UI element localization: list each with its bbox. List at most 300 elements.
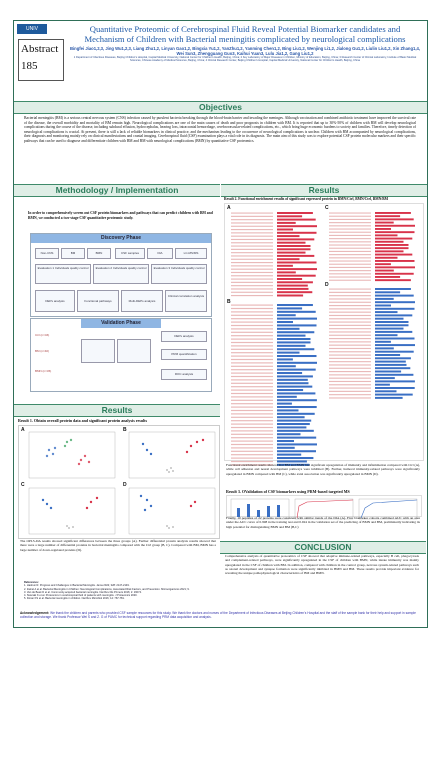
- enrichment-bar: [277, 409, 299, 411]
- enrichment-bar: [277, 440, 294, 442]
- enrichment-bar: [277, 352, 300, 354]
- enrichment-bar: [277, 372, 302, 374]
- term-label-placeholder: [231, 262, 273, 263]
- term-label-placeholder: [329, 254, 371, 255]
- enrichment-bar: [375, 263, 391, 265]
- poster-header: [14, 21, 427, 101]
- enrichment-bar: [375, 374, 413, 376]
- term-label-placeholder: [231, 400, 273, 401]
- term-label-placeholder: [231, 458, 273, 459]
- enrichment-bar: [277, 348, 314, 350]
- enrichment-bar: [375, 301, 415, 303]
- term-label-placeholder: [231, 222, 273, 223]
- enrichment-bar: [277, 413, 315, 415]
- term-label-placeholder: [231, 285, 273, 286]
- term-label-placeholder: [231, 325, 273, 326]
- enrichment-bar: [375, 361, 406, 363]
- university-logo: UNIV: [17, 24, 47, 34]
- term-label-placeholder: [231, 447, 273, 448]
- enrichment-bar: [277, 406, 317, 408]
- abstract-box: [18, 39, 64, 81]
- term-label-placeholder: [231, 242, 273, 243]
- term-label-placeholder: [329, 305, 371, 306]
- panel-letter: A: [21, 427, 25, 433]
- term-label-placeholder: [231, 322, 273, 323]
- group-box: BM: [61, 248, 85, 259]
- enrichment-bar: [375, 247, 409, 249]
- term-label-placeholder: [231, 410, 273, 411]
- enrichment-bar: [375, 308, 415, 310]
- term-label-placeholder: [329, 280, 371, 281]
- enrichment-bar: [277, 403, 292, 405]
- group-box: Non-CNS: [35, 248, 59, 259]
- term-label-placeholder: [329, 264, 371, 265]
- methodology-banner: Methodology / Implementation: [14, 184, 220, 197]
- term-label-placeholder: [231, 420, 273, 421]
- enrichment-bar: [277, 275, 316, 277]
- term-label-placeholder: [329, 351, 371, 352]
- enrichment-bar: [277, 265, 293, 267]
- term-label-placeholder: [231, 239, 273, 240]
- enrichment-bar: [375, 218, 414, 220]
- enrichment-bar: [277, 341, 311, 343]
- enrichment-bar: [375, 228, 391, 230]
- enrichment-bar: [375, 384, 390, 386]
- step-box: LC-MS/MS: [175, 248, 207, 259]
- enrichment-bar: [277, 450, 316, 452]
- term-label-placeholder: [231, 318, 273, 319]
- term-label-placeholder: [231, 403, 273, 404]
- result1-title: Result 1. Obtain overall protein data and significant protein analysis results: [18, 418, 148, 423]
- term-label-placeholder: [329, 361, 371, 362]
- term-label-placeholder: [231, 454, 273, 455]
- term-label-placeholder: [231, 212, 273, 213]
- cohort-label: BM (n=40): [35, 349, 50, 353]
- enrichment-bar: [375, 276, 400, 278]
- enrichment-bar: [375, 273, 414, 275]
- result3-figure: [226, 495, 422, 517]
- panel-letter: D: [325, 282, 329, 288]
- enrichment-bar: [277, 242, 306, 244]
- panel-letter: B: [123, 427, 127, 433]
- term-label-placeholder: [329, 273, 371, 274]
- term-label-placeholder: [231, 311, 273, 312]
- term-label-placeholder: [231, 226, 273, 227]
- enrichment-bar: [277, 324, 317, 326]
- enrichment-bar: [277, 358, 293, 360]
- group-box: BMN: [87, 248, 111, 259]
- term-label-placeholder: [329, 371, 371, 372]
- analysis-box: DEPs analysis: [35, 290, 75, 312]
- term-label-placeholder: [329, 241, 371, 242]
- conclusion-text: Comprehensive analysis of quantitative proteomics of CSF showed that adaptive immune-related pathways, especially B cell, phagocytosis and complement-related pathways, were significantly upregulated in the CSF of children with BMN, while innate immunity was mainly upregulated in the CSF of children with BM. In addition, compared with children in the control group, nervous system-related pathways such as axonal development and synapse formation were significantly inhibited in BMN and BM. These results provide important evidence for revealing the unique pathophysiological characteristics of BM and BMN.: [225, 554, 419, 576]
- term-label-placeholder: [231, 328, 273, 329]
- enrichment-bar: [375, 260, 415, 262]
- acknowledgement-label: Acknowledgement:: [20, 611, 50, 615]
- enrichment-bar: [375, 338, 415, 340]
- enrichment-bar: [277, 338, 311, 340]
- evaluation-box: Evaluation 1 Individuals quality control: [35, 264, 91, 284]
- term-label-placeholder: [231, 434, 273, 435]
- enrichment-bar: [375, 270, 394, 272]
- enrichment-bar: [277, 222, 296, 224]
- term-label-placeholder: [329, 212, 371, 213]
- enrichment-bar: [277, 262, 317, 264]
- term-label-placeholder: [231, 441, 273, 442]
- enrichment-bar: [277, 430, 314, 432]
- term-label-placeholder: [231, 366, 273, 367]
- enrichment-bar: [277, 355, 317, 357]
- term-label-placeholder: [329, 397, 371, 398]
- term-label-placeholder: [329, 216, 371, 217]
- term-label-placeholder: [231, 305, 273, 306]
- enrichment-bar: [277, 457, 313, 459]
- term-label-placeholder: [329, 341, 371, 342]
- enrichment-bar: [375, 324, 409, 326]
- enrichment-bar: [375, 331, 412, 333]
- panel-letter: C: [325, 205, 329, 211]
- term-label-placeholder: [231, 345, 273, 346]
- term-label-placeholder: [329, 348, 371, 349]
- enrichment-bar: [277, 238, 314, 240]
- reference-item: 2. Zainel A et al. Bacterial Meningitis in Children: Neurological Complications, Associated Risk Factors, and Prevention. Microorganisms 2021; 9.: [24, 587, 190, 591]
- enrichment-bar: [277, 433, 301, 435]
- term-label-placeholder: [329, 364, 371, 365]
- enrichment-bar: [375, 347, 394, 349]
- enrichment-bar: [375, 367, 410, 369]
- enrichment-bar: [277, 345, 306, 347]
- enrichment-bar: [375, 354, 400, 356]
- enrichment-bar: [277, 255, 314, 257]
- term-label-placeholder: [231, 232, 273, 233]
- term-label-placeholder: [329, 312, 371, 313]
- enrichment-bar: [277, 271, 296, 273]
- enrichment-bar: [277, 278, 302, 280]
- enrichment-bar: [277, 335, 306, 337]
- term-label-placeholder: [231, 393, 273, 394]
- references: [24, 581, 419, 601]
- term-label-placeholder: [329, 225, 371, 226]
- term-label-placeholder: [329, 378, 371, 379]
- term-label-placeholder: [329, 318, 371, 319]
- term-label-placeholder: [231, 461, 273, 462]
- enrichment-bar: [277, 375, 313, 377]
- term-label-placeholder: [231, 275, 273, 276]
- enrichment-bar: [375, 380, 415, 382]
- term-label-placeholder: [329, 335, 371, 336]
- validation-phase-title: Validation Phase: [81, 319, 161, 328]
- term-label-placeholder: [231, 359, 273, 360]
- enrichment-bar: [375, 238, 412, 240]
- enrichment-bar: [375, 279, 411, 281]
- enrichment-bar: [375, 222, 394, 224]
- enrichment-bar: [277, 437, 316, 439]
- enrichment-bar: [375, 234, 398, 236]
- reference-item: 4. Stavraki K et al. Proteomics in cerebrospinal fluid of patients with meningitis. J Proteomics 2020.: [24, 594, 138, 598]
- term-label-placeholder: [231, 236, 273, 237]
- enrichment-bar: [277, 232, 317, 234]
- analysis-box: Multi-DEPs analysis: [121, 290, 163, 312]
- term-label-placeholder: [231, 339, 273, 340]
- term-label-placeholder: [329, 321, 371, 322]
- term-label-placeholder: [329, 298, 371, 299]
- term-label-placeholder: [231, 332, 273, 333]
- enrichment-bar: [277, 248, 311, 250]
- term-label-placeholder: [231, 430, 273, 431]
- term-label-placeholder: [329, 374, 371, 375]
- validation-step: [117, 339, 151, 363]
- term-label-placeholder: [231, 288, 273, 289]
- evaluation-box: Evaluation 3 Individuals quality control: [151, 264, 207, 284]
- term-label-placeholder: [231, 216, 273, 217]
- step-box: DIA: [147, 248, 173, 259]
- enrichment-bar: [375, 266, 415, 268]
- term-label-placeholder: [231, 362, 273, 363]
- enrichment-bar: [277, 420, 311, 422]
- enrichment-bar: [277, 229, 293, 231]
- term-label-placeholder: [231, 219, 273, 220]
- enrichment-bar: [375, 351, 414, 353]
- term-label-placeholder: [329, 328, 371, 329]
- panel-letter: A: [227, 205, 231, 211]
- enrichment-bar: [277, 362, 317, 364]
- cohort-label: Ctrl (n=46): [35, 333, 50, 337]
- term-label-placeholder: [329, 358, 371, 359]
- enrichment-bar: [375, 318, 404, 320]
- enrichment-bar: [375, 295, 414, 297]
- enrichment-bar: [277, 295, 303, 297]
- enrichment-bar: [375, 250, 404, 252]
- enrichment-bar: [375, 298, 394, 300]
- term-label-placeholder: [231, 265, 273, 266]
- panel-letter: D: [123, 482, 127, 488]
- term-label-placeholder: [329, 391, 371, 392]
- term-label-placeholder: [231, 424, 273, 425]
- enrichment-bar: [277, 314, 296, 316]
- enrichment-bar: [277, 423, 310, 425]
- enrichment-bar: [375, 225, 415, 227]
- term-label-placeholder: [231, 407, 273, 408]
- term-label-placeholder: [231, 352, 273, 353]
- references-label: References:: [24, 581, 39, 584]
- term-label-placeholder: [329, 288, 371, 289]
- term-label-placeholder: [329, 308, 371, 309]
- enrichment-bar: [277, 454, 301, 456]
- term-label-placeholder: [231, 390, 273, 391]
- abstract-label: Abstract: [21, 43, 59, 55]
- enrichment-bar: [277, 365, 296, 367]
- discovery-phase-diagram: [30, 233, 212, 317]
- panel-letter: B: [227, 299, 231, 305]
- enrichment-bar: [375, 341, 391, 343]
- acknowledgement-text: We thank the children and parents who provided CSF sample resources for this study. We thank the doctors and nurses of the Department of Infectious Diseases at Beijing Children's Hospital and the staff of the sample bank for their help and support in sample collection and storage. We thank Professor Wei S and Z. G of PUMC for technical support regarding PRM data acquisition and analysis.: [20, 611, 416, 619]
- term-label-placeholder: [329, 251, 371, 252]
- enrichment-bar: [277, 389, 303, 391]
- acknowledgement: [20, 611, 421, 619]
- term-label-placeholder: [329, 295, 371, 296]
- enrichment-bar: [277, 426, 306, 428]
- term-label-placeholder: [329, 338, 371, 339]
- enrichment-bar: [277, 392, 315, 394]
- enrichment-bar: [375, 357, 411, 359]
- term-label-placeholder: [329, 345, 371, 346]
- term-label-placeholder: [329, 238, 371, 239]
- term-label-placeholder: [329, 270, 371, 271]
- term-label-placeholder: [231, 269, 273, 270]
- enrichment-bar: [277, 225, 317, 227]
- enrichment-bar-charts: [225, 204, 423, 474]
- validation-output: PRM quantification: [161, 349, 207, 360]
- result2-caption: Functional enrichment results showed that BM and BMN had significant upregulation of immunity and inflammation compared with Ctrl (A), while cell adhesion and neural development pathways were inhibited (B). Further, humoral immunity-related pathways were significantly upregulated in BMN compared with BM (C), while axial association was significantly upregulated in BMN (D).: [226, 463, 420, 476]
- term-label-placeholder: [231, 278, 273, 279]
- conclusion-banner: CONCLUSION: [220, 541, 426, 554]
- enrichment-bar: [277, 399, 317, 401]
- enrichment-bar: [277, 245, 311, 247]
- term-label-placeholder: [329, 381, 371, 382]
- enrichment-bar: [375, 377, 395, 379]
- result2-figure: [224, 203, 424, 461]
- enrichment-bar: [375, 364, 407, 366]
- term-label-placeholder: [329, 257, 371, 258]
- validation-step: [81, 339, 115, 363]
- term-label-placeholder: [231, 308, 273, 309]
- enrichment-bar: [277, 252, 306, 254]
- enrichment-bar: [277, 212, 313, 214]
- term-label-placeholder: [231, 295, 273, 296]
- enrichment-bar: [375, 254, 412, 256]
- poster: [13, 20, 428, 628]
- reference-item: 5. Doran KS et al. Bacterial meningitis in children. Nat Rev Microbiol 2016; 14: 767-781.: [24, 597, 125, 601]
- enrichment-bar: [277, 291, 312, 293]
- term-label-placeholder: [329, 235, 371, 236]
- term-label-placeholder: [231, 396, 273, 397]
- term-label-placeholder: [329, 260, 371, 261]
- result2-title: Result 2. Functional enrichment results of significant expressed protein in BMN/Ctrl, BMN/Ctrl, BMN/BM: [224, 197, 389, 201]
- enrichment-bar: [277, 321, 293, 323]
- term-label-placeholder: [231, 255, 273, 256]
- term-label-placeholder: [231, 315, 273, 316]
- enrichment-bar: [277, 307, 302, 309]
- term-label-placeholder: [329, 384, 371, 385]
- term-label-placeholder: [231, 292, 273, 293]
- term-label-placeholder: [231, 252, 273, 253]
- enrichment-bar: [375, 231, 415, 233]
- step-box: CSF samples: [115, 248, 145, 259]
- affiliations: 1 Department of Infectious Diseases, Beijing Children's Hospital, Capital Medical University, National Center for Children's Health, Beijing, China; 2 Key Laboratory of Major Diseases in Children, Ministry of Education, Beijing, China; 3 Research Center of Clinical Laboratory, Institute of Basic Medical Sciences, Chinese Academy of Medical Sciences, Beijing, China; 4 Clinical Research Center, Beijing Children's Hospital, Capital Medical University, National Center for Children's Health, Beijing, China: [73, 56, 417, 63]
- methodology-text: In order to comprehensively screen out CSF protein biomarkers and pathways that can predict children with BM and BMN, we conducted a two-stage CSF quantitative proteomic study.: [28, 211, 213, 220]
- term-label-placeholder: [329, 267, 371, 268]
- term-label-placeholder: [231, 413, 273, 414]
- enrichment-bar: [375, 314, 412, 316]
- enrichment-bar: [277, 235, 300, 237]
- term-label-placeholder: [231, 282, 273, 283]
- result1-caption: The OPLS-DA results showed significant differences between the three groups (A). Further differential protein analysis results showed that there were a large number of differential proteins in bacterial meningitis compared with the Ctrl group (B, C). Compared with BM, BMN has a large number of down-regulated proteins (D).: [20, 539, 216, 552]
- validation-output: ROC analysis: [161, 369, 207, 380]
- enrichment-bar: [277, 219, 316, 221]
- term-label-placeholder: [329, 302, 371, 303]
- reference-item: 3. Van de Beek D et al. Community-acquired bacterial meningitis. Nat Rev Dis Primers 2016; 2: 16074.: [24, 590, 142, 594]
- term-label-placeholder: [329, 219, 371, 220]
- enrichment-bar: [375, 257, 398, 259]
- enrichment-bar: [375, 397, 403, 399]
- term-label-placeholder: [231, 386, 273, 387]
- term-label-placeholder: [231, 376, 273, 377]
- author-list: Bingfei Jiao1,2,3, Jing Wu1,2,3, Liang Zhu1,2, Linyan Gao1,2, Bingxia Yu1,2, YanZhu1,2, Yanming Chen1,2, Bing Liu1,2, Wenjing Li1,2, Jialong Gu1,2, Liulin Liu1,2, Xin Zhang1,4, Wei Sun3, Zhengguang Guo3, Kaihui Yuan3, Lulu Jia1,2, Gang Liu1,2: [69, 46, 421, 56]
- objectives-banner: Objectives: [14, 101, 427, 114]
- term-label-placeholder: [329, 325, 371, 326]
- term-label-placeholder: [231, 417, 273, 418]
- analysis-box: Clinical correlation analysis: [165, 290, 207, 312]
- cohort-label: BMN (n=36): [35, 369, 52, 373]
- term-label-placeholder: [231, 437, 273, 438]
- enrichment-bar: [375, 215, 400, 217]
- term-label-placeholder: [231, 383, 273, 384]
- term-label-placeholder: [329, 248, 371, 249]
- analysis-box: Functional pathways: [77, 290, 119, 312]
- abstract-number: 185: [21, 60, 38, 72]
- validation-output: DEPs analysis: [161, 331, 207, 342]
- enrichment-bar: [277, 331, 314, 333]
- term-label-placeholder: [231, 427, 273, 428]
- enrichment-bar: [277, 447, 295, 449]
- results-left-banner: Results: [14, 404, 220, 417]
- reference-item: 1. Hasbun R. Progress and Challenges in Bacterial Meningitis. Jama 2022; 328: 2147-2149.: [24, 584, 130, 588]
- enrichment-bar: [277, 304, 313, 306]
- term-label-placeholder: [329, 368, 371, 369]
- enrichment-bar: [375, 371, 401, 373]
- term-label-placeholder: [329, 331, 371, 332]
- term-label-placeholder: [231, 342, 273, 343]
- term-label-placeholder: [231, 259, 273, 260]
- enrichment-bar: [277, 382, 309, 384]
- enrichment-bar: [277, 318, 317, 320]
- enrichment-bar: [277, 379, 308, 381]
- term-label-placeholder: [329, 315, 371, 316]
- enrichment-bar: [277, 396, 297, 398]
- result3-caption: Finally, 10 peptides of 22 proteins were consistent with similar trends of the DIA (A). Five biomarker cohorts combined AUC with an area under the AUC curve of 0.998 in the training test and 0.924 in the validation set of the predicting of BMN and BM, preliminarily indicating its high potential for distinguishing BMN and BM (B,C): [226, 516, 420, 529]
- result1-figure: [18, 425, 220, 539]
- poster-title: Quantitative Proteomic of Cerebrospinal Fluid Reveal Potential Biomarker candidates and Mechanism of Children with Bacterial meningitis complicated by neurological complications: [84, 24, 406, 44]
- term-label-placeholder: [231, 245, 273, 246]
- enrichment-bar: [375, 387, 415, 389]
- term-label-placeholder: [329, 394, 371, 395]
- term-label-placeholder: [329, 387, 371, 388]
- term-label-placeholder: [329, 244, 371, 245]
- enrichment-bar: [375, 212, 411, 214]
- term-label-placeholder: [231, 272, 273, 273]
- enrichment-bar: [277, 288, 309, 290]
- term-label-placeholder: [231, 369, 273, 370]
- term-label-placeholder: [329, 228, 371, 229]
- panel-letter: C: [21, 482, 25, 488]
- enrichment-bar: [375, 390, 397, 392]
- enrichment-bar: [375, 311, 398, 313]
- evaluation-box: Evaluation 2 Individuals quality control: [93, 264, 149, 284]
- term-label-placeholder: [231, 356, 273, 357]
- enrichment-bar: [277, 285, 308, 287]
- enrichment-bar: [277, 386, 312, 388]
- term-label-placeholder: [231, 373, 273, 374]
- term-label-placeholder: [329, 222, 371, 223]
- term-label-placeholder: [231, 229, 273, 230]
- enrichment-bar: [375, 328, 404, 330]
- enrichment-bar: [375, 394, 413, 396]
- enrichment-bar: [277, 369, 316, 371]
- term-label-placeholder: [231, 349, 273, 350]
- enrichment-bar: [375, 288, 411, 290]
- term-label-placeholder: [231, 451, 273, 452]
- term-label-placeholder: [329, 232, 371, 233]
